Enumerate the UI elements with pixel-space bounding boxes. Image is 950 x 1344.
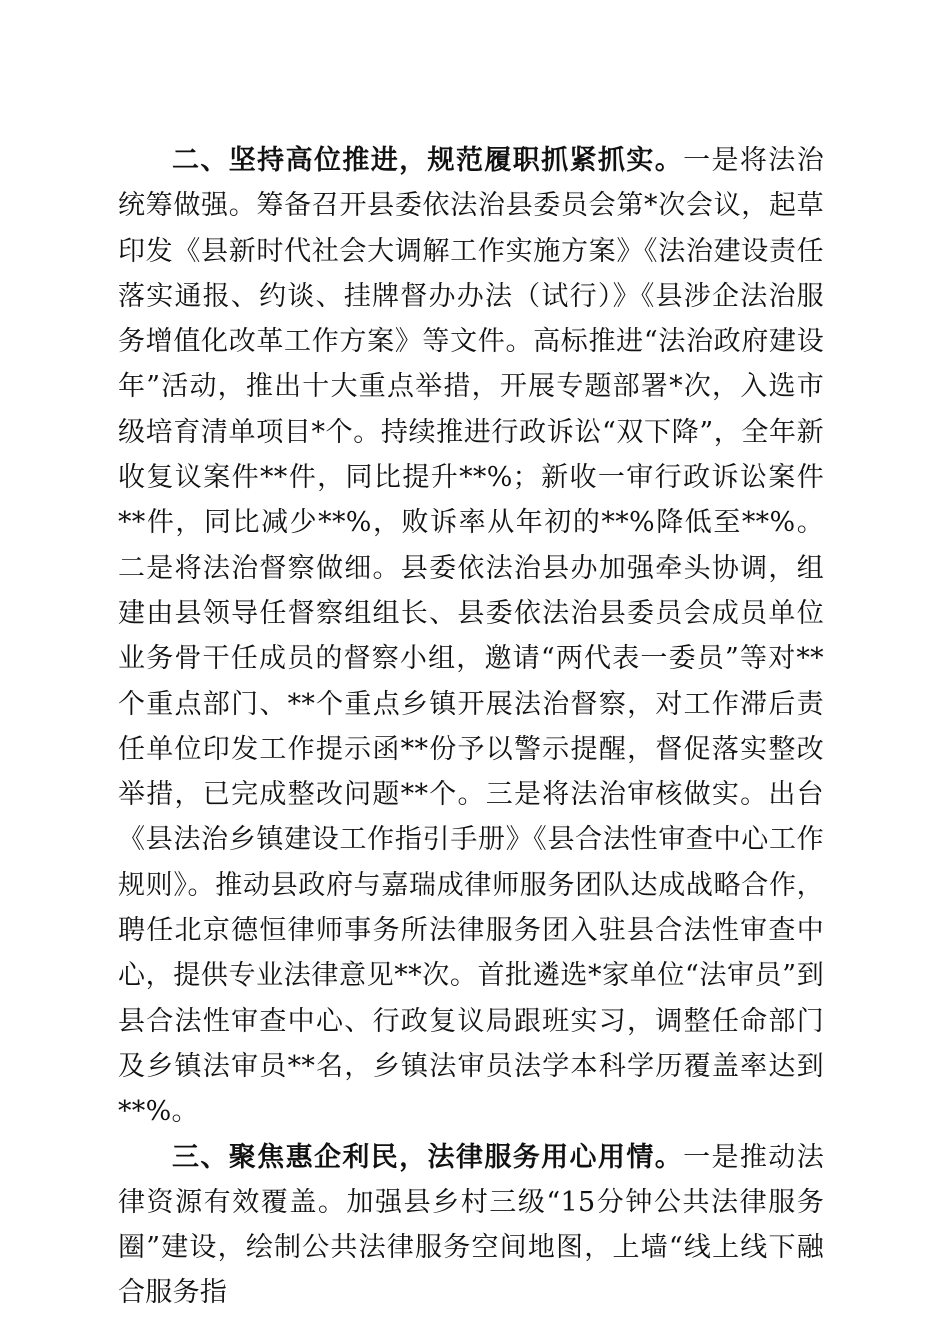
paragraph-section-three xyxy=(118,1135,824,1316)
paragraph-text: 一是推动法律资源有效覆盖。加强县乡村三级“15分钟公共法律服务圈”建设，绘制公共法律服务空间地图，上墙“线上线下融合服务指 xyxy=(118,1141,825,1309)
document-body xyxy=(118,138,824,1316)
paragraph-section-two xyxy=(118,138,824,1135)
section-heading: 三、聚焦惠企利民，法律服务用心用情。 xyxy=(172,1141,684,1173)
paragraph-text: 一是将法治统筹做强。筹备召开县委依法治县委员会第*次会议，起草印发《县新时代社会大调解工作实施方案》《法治建设责任落实通报、约谈、挂牌督办办法（试行）》《县涉企法治服务增值化改革工作方案》等文件。高标推进“法治政府建设年”活动，推出十大重点举措，开展专题部署*次，入选市级培育清单项目*个。持续推进行政诉讼“双下降”，全年新收复议案件**件，同比提升**%；新收一审行政诉讼案件**件，同比减少**%，败诉率从年初的**%降低至**%。二是将法治督察做细。县委依法治县办加强牵头协调，组建由县领导任督察组组长、县委依法治县委员会成员单位业务骨干任成员的督察小组，邀请“两代表一委员”等对**个重点部门、**个重点乡镇开展法治督察，对工作滞后责任单位印发工作提示函**份予以警示提醒，督促落实整改举措，已完成整改问题**个。三是将法治审核做实。出台《县法治乡镇建设工作指引手册》《县合法性审查中心工作规则》。推动县政府与嘉瑞成律师服务团队达成战略合作，聘任北京德恒律师事务所法律服务团入驻县合法性审查中心，提供专业法律意见**次。首批遴选*家单位“法审员”到县合法性审查中心、行政复议局跟班实习，调整任命部门及乡镇法审员**名，乡镇法审员法学本科学历覆盖率达到**%。 xyxy=(118,145,825,1128)
section-heading: 二、坚持高位推进，规范履职抓紧抓实。 xyxy=(172,145,684,176)
